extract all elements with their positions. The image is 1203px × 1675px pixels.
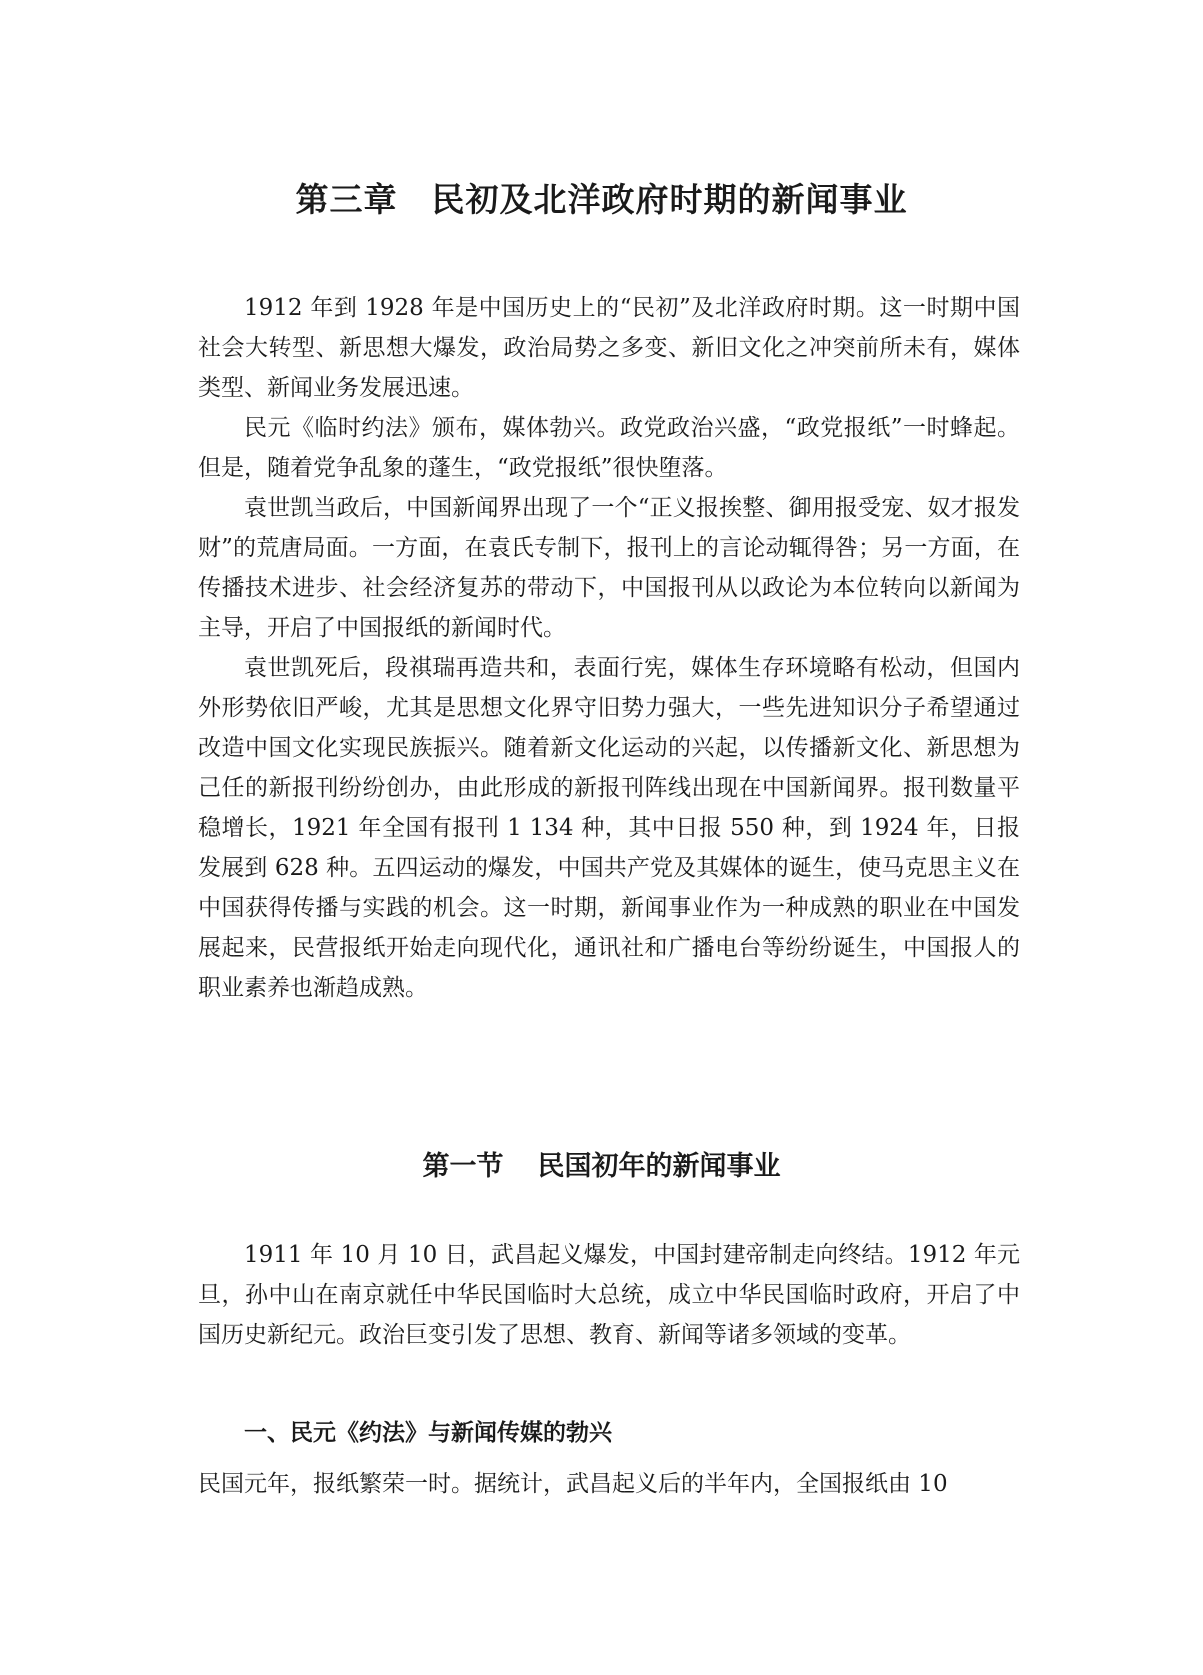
intro-paragraph: 1912 年到 1928 年是中国历史上的“民初”及北洋政府时期。这一时期中国社会大转型、新思想大爆发，政治局势之多变、新旧文化之冲突前所未有，媒体类型、新闻业务发展迅速。 [198, 295, 1020, 401]
section-paragraph: 1911 年 10 月 10 日，武昌起义爆发，中国封建帝制走向终结。1912 年元旦，孙中山在南京就任中华民国临时大总统，成立中华民国临时政府，开启了中国历史新纪元。政治巨变引发了思想、教育、新闻等诸多领域的变革。 [198, 1242, 1020, 1348]
section-title [0, 1148, 1203, 1186]
intro-paragraph: 袁世凯当政后，中国新闻界出现了一个“正义报挨整、御用报受宠、奴才报发财”的荒唐局面。一方面，在袁氏专制下，报刊上的言论动辄得咎；另一方面，在传播技术进步、社会经济复苏的带动下，中国报刊从以政论为本位转向以新闻为主导，开启了中国报纸的新闻时代。 [198, 495, 1020, 641]
section-name: 民国初年的新闻事业 [537, 1151, 781, 1182]
chapter-number: 第三章 [295, 180, 398, 219]
chapter-intro [198, 288, 1020, 1008]
chapter-title [0, 178, 1203, 222]
section-intro [198, 1235, 1020, 1355]
subsection-heading: 一、民元《约法》与新闻传媒的勃兴 [244, 1420, 612, 1446]
subsection-paragraph: 民国元年，报纸繁荣一时。据统计，武昌起义后的半年内，全国报纸由 10 [198, 1471, 948, 1497]
subsection-body [198, 1464, 1020, 1504]
intro-paragraph: 民元《临时约法》颁布，媒体勃兴。政党政治兴盛，“政党报纸”一时蜂起。但是，随着党争乱象的蓬生，“政党报纸”很快堕落。 [198, 415, 1020, 481]
intro-paragraph: 袁世凯死后，段祺瑞再造共和，表面行宪，媒体生存环境略有松动，但国内外形势依旧严峻，尤其是思想文化界守旧势力强大，一些先进知识分子希望通过改造中国文化实现民族振兴。随着新文化运动的兴起，以传播新文化、新思想为己任的新报刊纷纷创办，由此形成的新报刊阵线出现在中国新闻界。报刊数量平稳增长，1921 年全国有报刊 1 134 种，其中日报 550 种，到 1924 年，日报发展到 628 种。五四运动的爆发，中国共产党及其媒体的诞生，使马克思主义在中国获得传播与实践的机会。这一时期，新闻事业作为一种成熟的职业在中国发展起来，民营报纸开始走向现代化，通讯社和广播电台等纷纷诞生，中国报人的职业素养也渐趋成熟。 [198, 655, 1020, 1001]
chapter-name: 民初及北洋政府时期的新闻事业 [431, 180, 908, 219]
section-number: 第一节 [422, 1151, 504, 1182]
